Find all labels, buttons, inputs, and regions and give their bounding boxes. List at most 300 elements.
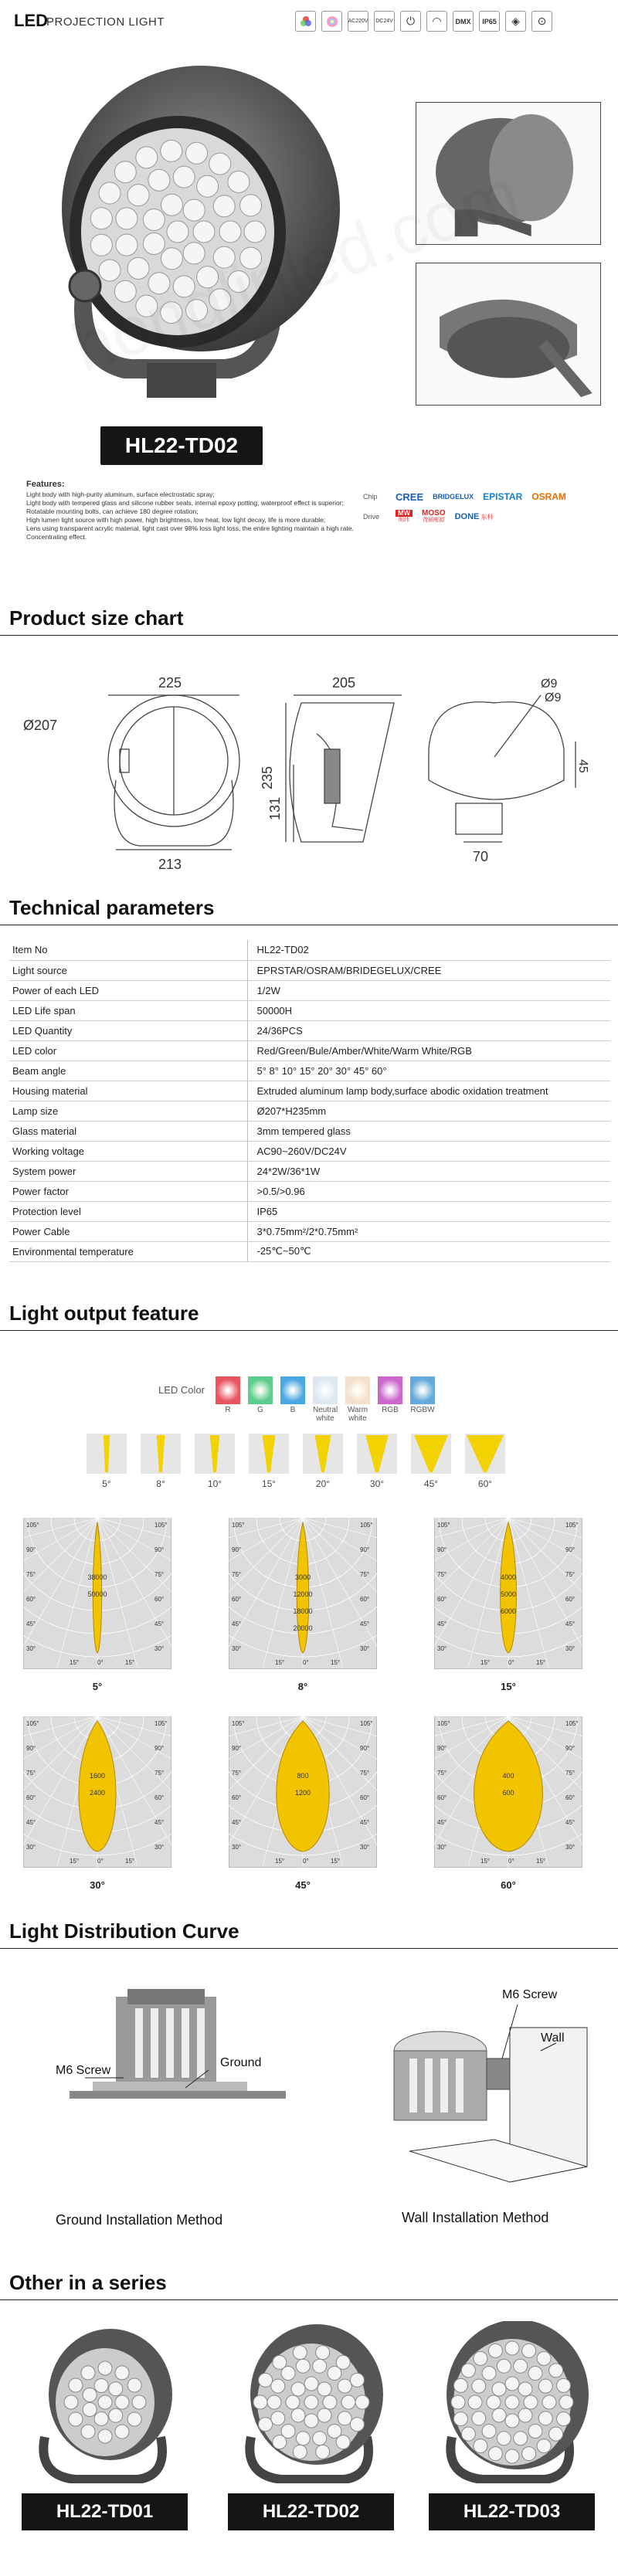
led-lens [116, 208, 138, 229]
polar-angle-label: 105° [437, 1720, 450, 1727]
dim-side-height: 235 [260, 765, 275, 789]
beam-angle [303, 1434, 343, 1489]
param-name: LED Quantity [9, 1020, 247, 1040]
polar-chart-label: 15° [501, 1681, 516, 1692]
polar-angle-label: 60° [437, 1794, 447, 1801]
polar-angle-label: 45° [437, 1621, 447, 1627]
param-value: 1/2W [247, 980, 610, 1000]
polar-value: 18000 [293, 1607, 313, 1615]
swatch-label: RGB [382, 1406, 399, 1414]
polar-angle-label: 75° [565, 1571, 576, 1578]
led-lens [90, 234, 112, 256]
param-name: Light source [9, 960, 247, 980]
beam-cone [141, 1434, 181, 1474]
led-lens [127, 185, 149, 206]
section-distribution-curve: Light Distribution Curve [0, 1919, 618, 1949]
param-name: Power factor [9, 1181, 247, 1201]
ce-icon: ⊙ [531, 11, 552, 32]
feature-line: Lens using transparent acrylic material, light cast over 98% loss light loss, the entire lighting maintain a high rate. Concentrating effect. [26, 524, 354, 541]
led-lens [116, 234, 138, 256]
led-lens [197, 175, 219, 197]
table-row [9, 1241, 610, 1261]
feature-line: Rotatable mounting bolts, can achieve 180 degree rotation; [26, 507, 199, 515]
polar-angle-label: 105° [565, 1522, 579, 1529]
polar-angle-label: 90° [26, 1546, 36, 1553]
beam-cone [357, 1434, 397, 1474]
led-lens [167, 221, 188, 243]
polar-angle-label: 45° [360, 1621, 370, 1627]
brand-subtitle: PROJECTION LIGHT [46, 15, 165, 29]
polar-angle-label: 75° [437, 1571, 447, 1578]
polar-angle-label: 90° [360, 1546, 370, 1553]
polar-angle-label: 75° [360, 1770, 370, 1777]
polar-value: 12000 [293, 1590, 313, 1598]
led-lens [183, 243, 205, 264]
polar-angle-label: 60° [232, 1794, 242, 1801]
beam-label: 45° [423, 1478, 439, 1489]
polar-angle-label: 75° [232, 1571, 242, 1578]
polar-chart [229, 1716, 377, 1891]
param-value: 5° 8° 10° 15° 20° 30° 45° 60° [247, 1061, 610, 1081]
table-row [9, 1081, 610, 1101]
table-row [9, 940, 610, 960]
param-value: Extruded aluminum lamp body,surface abodic oxidation treatment [247, 1081, 610, 1101]
polar-angle-label: 60° [26, 1596, 36, 1603]
polar-angle-label: 0° [508, 1858, 514, 1865]
param-value: 24*2W/36*1W [247, 1161, 610, 1181]
polar-value: 1600 [89, 1772, 106, 1780]
polar-angle-label: 60° [565, 1596, 576, 1603]
polar-angle-label: 60° [154, 1794, 165, 1801]
beam-label: 60° [477, 1478, 493, 1489]
param-name: Lamp size [9, 1101, 247, 1121]
led-color-title: LED Color [158, 1384, 205, 1396]
param-value: Ø207*H235mm [247, 1101, 610, 1121]
polar-angle-label: 45° [565, 1819, 576, 1826]
wall-label: Wall [541, 2031, 565, 2045]
brand-bridgelux: BRIDGELUX [433, 493, 474, 501]
led-lens [148, 169, 170, 191]
section-size-chart: Product size chart [0, 606, 618, 636]
led-lens [219, 221, 241, 243]
polar-chart [229, 1518, 377, 1692]
polar-angle-label: 15° [331, 1659, 341, 1666]
led-lens [244, 221, 266, 243]
rgb-icon [295, 11, 316, 32]
polar-value: 800 [297, 1772, 309, 1780]
polar-angle-label: 105° [437, 1522, 450, 1529]
polar-angle-label: 45° [437, 1819, 447, 1826]
polar-angle-label: 30° [565, 1844, 576, 1851]
color-swatch [280, 1376, 305, 1423]
swatch-label: Warm white [347, 1406, 368, 1423]
color-wheel-icon [321, 11, 342, 32]
param-value: >0.5/>0.96 [247, 1181, 610, 1201]
table-row [9, 1101, 610, 1121]
dim-side-width: 205 [332, 675, 356, 691]
polar-value: 20000 [293, 1624, 313, 1632]
param-name: Power of each LED [9, 980, 247, 1000]
swatch-label: Neutral white [312, 1406, 338, 1423]
polar-angle-label: 15° [480, 1659, 491, 1666]
polar-angle-label: 105° [26, 1720, 39, 1727]
beam-angle [465, 1434, 505, 1489]
polar-angle-label: 15° [70, 1858, 80, 1865]
table-row [9, 1161, 610, 1181]
polar-angle-label: 75° [232, 1770, 242, 1777]
ip65-icon: IP65 [479, 11, 500, 32]
polar-value: 50000 [87, 1590, 107, 1598]
polar-chart-label: 30° [90, 1879, 105, 1891]
color-swatch [216, 1376, 240, 1423]
swatch-label: B [290, 1406, 296, 1414]
polar-angle-label: 0° [303, 1858, 309, 1865]
param-name: Glass material [9, 1121, 247, 1141]
brand-title: LED [14, 11, 48, 30]
polar-angle-label: 105° [154, 1522, 168, 1529]
section-light-output: Light output feature [0, 1302, 618, 1331]
param-name: Power Cable [9, 1221, 247, 1241]
polar-chart-label: 5° [92, 1681, 103, 1692]
param-value: -25℃~50℃ [247, 1241, 610, 1261]
polar-angle-label: 90° [26, 1745, 36, 1752]
tech-params-table [9, 940, 610, 1262]
param-name: Protection level [9, 1201, 247, 1221]
polar-value: 4000 [500, 1573, 517, 1581]
polar-angle-label: 75° [437, 1770, 447, 1777]
series-model-tag: HL22-TD02 [228, 2493, 394, 2530]
polar-angle-label: 90° [154, 1546, 165, 1553]
polar-angle-label: 30° [26, 1645, 36, 1652]
swatch-color [345, 1376, 370, 1404]
wall-screw-label: M6 Screw [502, 1988, 558, 2001]
led-lens [183, 199, 205, 221]
series-product-image [421, 2321, 599, 2483]
polar-value: 400 [502, 1772, 514, 1780]
color-swatch [248, 1376, 273, 1423]
beam-cone [87, 1434, 127, 1474]
swatch-color [216, 1376, 240, 1404]
led-lens [161, 140, 182, 161]
dim-front-bottom: 213 [158, 857, 182, 872]
table-row [9, 1141, 610, 1161]
polar-angle-label: 75° [565, 1770, 576, 1777]
table-row [9, 1181, 610, 1201]
param-name: Working voltage [9, 1141, 247, 1161]
param-value: EPRSTAR/OSRAM/BRIDEGELUX/CREE [247, 960, 610, 980]
led-lens [127, 257, 149, 279]
param-value: IP65 [247, 1201, 610, 1221]
color-swatch [410, 1376, 435, 1423]
polar-chart-label: 8° [297, 1681, 308, 1692]
beam-angle [141, 1434, 181, 1489]
polar-angle-label: 75° [360, 1571, 370, 1578]
beam-cone [411, 1434, 451, 1474]
polar-angle-label: 60° [360, 1596, 370, 1603]
swatch-color [313, 1376, 338, 1404]
polar-chart [434, 1716, 582, 1891]
dim-side-mid: 131 [267, 796, 283, 820]
polar-angle-label: 15° [125, 1659, 135, 1666]
polar-diagram [434, 1518, 582, 1669]
polar-angle-label: 90° [232, 1745, 242, 1752]
polar-angle-label: 30° [26, 1844, 36, 1851]
table-row [9, 1121, 610, 1141]
polar-angle-label: 0° [508, 1659, 514, 1666]
polar-angle-label: 105° [26, 1522, 39, 1529]
polar-angle-label: 105° [360, 1522, 373, 1529]
swatch-color [378, 1376, 402, 1404]
param-value: Red/Green/Bule/Amber/White/Warm White/RGB [247, 1040, 610, 1061]
brand-done: DONE 东科 [454, 512, 494, 521]
beam-label: 8° [156, 1478, 165, 1489]
features-title: Features: [26, 480, 65, 489]
ac220-icon: AC220V [348, 11, 368, 32]
polar-value: 2400 [89, 1789, 106, 1797]
polar-angle-label: 45° [232, 1819, 242, 1826]
led-lens [228, 171, 250, 193]
dim-top-hole1: Ø9 [541, 677, 558, 691]
polar-angle-label: 45° [565, 1621, 576, 1627]
param-value: 50000H [247, 1000, 610, 1020]
polar-angle-label: 90° [154, 1745, 165, 1752]
beam-angle [357, 1434, 397, 1489]
polar-diagram [23, 1716, 171, 1868]
beam-angle [249, 1434, 289, 1489]
led-lens [136, 147, 158, 168]
dc24-icon: DC24V [374, 11, 395, 32]
brand-mw: MW 明纬 [396, 510, 413, 524]
wall-install-caption: Wall Installation Method [402, 2210, 549, 2225]
polar-angle-label: 30° [437, 1844, 447, 1851]
brand-cree: CREE [396, 490, 424, 503]
table-row [9, 980, 610, 1000]
dim-top-bottom: 70 [473, 849, 489, 864]
polar-angle-label: 90° [360, 1745, 370, 1752]
color-swatch [378, 1376, 402, 1423]
color-swatch [345, 1376, 370, 1423]
led-lens [143, 232, 165, 254]
polar-chart-label: 60° [501, 1879, 516, 1891]
chip-label: Chip [363, 493, 378, 501]
certification-icon: ◈ [505, 11, 526, 32]
dim-top-height: 45 [576, 759, 589, 773]
polar-diagram [229, 1716, 377, 1868]
table-row [9, 1201, 610, 1221]
led-lens [143, 209, 165, 231]
polar-angle-label: 15° [536, 1659, 546, 1666]
polar-angle-label: 105° [154, 1720, 168, 1727]
polar-value: 5000 [500, 1590, 517, 1598]
polar-angle-label: 0° [303, 1659, 309, 1666]
beam-label: 15° [261, 1478, 277, 1489]
led-lens [193, 221, 215, 243]
led-lens [161, 194, 182, 216]
led-lens [209, 153, 231, 175]
param-value: 3mm tempered glass [247, 1121, 610, 1141]
polar-angle-label: 15° [331, 1858, 341, 1865]
feature-line: High lumen light source with high power, high brightness, low heat, low light decay, life is more durable; [26, 516, 326, 524]
table-row [9, 1000, 610, 1020]
beam-label: 20° [315, 1478, 331, 1489]
dimmer-icon: ◠ [426, 11, 447, 32]
beam-cone [303, 1434, 343, 1474]
table-row [9, 1061, 610, 1081]
led-lens [161, 248, 182, 270]
polar-angle-label: 30° [565, 1645, 576, 1652]
polar-angle-label: 90° [565, 1745, 576, 1752]
polar-diagram [23, 1518, 171, 1669]
polar-angle-label: 15° [275, 1659, 285, 1666]
feature-line: Light body with high-purity aluminum, surface electrostatic spray; [26, 490, 215, 498]
polar-angle-label: 75° [154, 1571, 165, 1578]
param-name: LED color [9, 1040, 247, 1061]
polar-angle-label: 0° [97, 1858, 104, 1865]
ground-install-drawing [70, 1989, 286, 2099]
param-value: 24/36PCS [247, 1020, 610, 1040]
swatch-color [248, 1376, 273, 1404]
dim-front-width: 225 [158, 675, 182, 691]
beam-label: 5° [102, 1478, 111, 1489]
polar-angle-label: 90° [232, 1546, 242, 1553]
beam-angle [411, 1434, 451, 1489]
polar-angle-label: 90° [437, 1546, 447, 1553]
ground-install-caption: Ground Installation Method [56, 2212, 223, 2228]
polar-angle-label: 75° [26, 1770, 36, 1777]
polar-angle-label: 105° [232, 1522, 245, 1529]
series-product-image [14, 2321, 192, 2483]
polar-angle-label: 90° [565, 1546, 576, 1553]
led-lens [114, 161, 136, 183]
polar-diagram [434, 1716, 582, 1868]
series-product-image [220, 2321, 398, 2483]
polar-value: 600 [502, 1789, 514, 1797]
table-row [9, 960, 610, 980]
swatch-label: G [257, 1406, 263, 1414]
polar-angle-label: 45° [26, 1819, 36, 1826]
beam-angle [87, 1434, 127, 1489]
beam-cone [465, 1434, 505, 1474]
polar-angle-label: 30° [154, 1645, 165, 1652]
param-name: Beam angle [9, 1061, 247, 1081]
polar-angle-label: 15° [70, 1659, 80, 1666]
ground-label: Ground [220, 2056, 262, 2069]
beam-angle [195, 1434, 235, 1489]
polar-angle-label: 0° [97, 1659, 104, 1666]
polar-angle-label: 60° [565, 1794, 576, 1801]
polar-angle-label: 45° [154, 1819, 165, 1826]
brand-osram: OSRAM [531, 491, 566, 502]
polar-angle-label: 15° [275, 1858, 285, 1865]
dmx-icon: DMX [453, 11, 474, 32]
param-value: AC90~260V/DC24V [247, 1141, 610, 1161]
led-lens [99, 260, 121, 281]
polar-angle-label: 75° [154, 1770, 165, 1777]
swatch-color [410, 1376, 435, 1404]
led-lens [173, 166, 195, 188]
table-row [9, 1040, 610, 1061]
feature-icons [295, 11, 552, 32]
polar-angle-label: 105° [360, 1720, 373, 1727]
polar-angle-label: 30° [154, 1844, 165, 1851]
polar-value: 38000 [87, 1573, 107, 1581]
swatch-color [280, 1376, 305, 1404]
polar-angle-label: 60° [232, 1596, 242, 1603]
model-tag: HL22-TD02 [100, 426, 263, 465]
beam-label: 30° [369, 1478, 385, 1489]
polar-angle-label: 30° [232, 1645, 242, 1652]
beam-cone [249, 1434, 289, 1474]
power-icon: ⏻ [400, 11, 421, 32]
series-model-tag: HL22-TD01 [22, 2493, 188, 2530]
section-technical-parameters: Technical parameters [0, 896, 618, 925]
polar-angle-label: 30° [360, 1645, 370, 1652]
beam-label: 10° [207, 1478, 222, 1489]
feature-line: Light body with tempered glass and silicone rubber seals, internal epoxy potting, waterproof effect is superior; [26, 499, 344, 507]
polar-value: 3000 [294, 1573, 311, 1581]
dim-front-diameter: Ø207 [23, 718, 58, 733]
led-lens [213, 195, 235, 217]
polar-angle-label: 105° [565, 1720, 579, 1727]
polar-angle-label: 15° [480, 1858, 491, 1865]
polar-angle-label: 60° [154, 1596, 165, 1603]
polar-angle-label: 15° [125, 1858, 135, 1865]
polar-angle-label: 60° [437, 1596, 447, 1603]
param-name: Housing material [9, 1081, 247, 1101]
ground-screw-label: M6 Screw [56, 2064, 111, 2077]
led-lens [99, 182, 121, 204]
brand-epistar: EPISTAR [483, 491, 523, 502]
swatch-label: RGBW [410, 1406, 435, 1414]
polar-chart [23, 1518, 171, 1692]
size-drawings [0, 664, 618, 881]
drive-label: Drive [363, 513, 380, 521]
polar-angle-label: 75° [26, 1571, 36, 1578]
led-lens [90, 208, 112, 229]
chip-drive-brands [363, 487, 595, 527]
polar-angle-label: 105° [232, 1720, 245, 1727]
features-block [26, 480, 358, 541]
brand-moso: MOSO 茂硕电源 [422, 509, 446, 523]
polar-angle-label: 30° [232, 1844, 242, 1851]
section-series: Other in a series [0, 2271, 618, 2300]
swatch-label: R [225, 1406, 231, 1414]
polar-chart [23, 1716, 171, 1891]
param-name: Item No [9, 940, 247, 960]
table-row [9, 1221, 610, 1241]
param-name: LED Life span [9, 1000, 247, 1020]
table-row [9, 1020, 610, 1040]
polar-angle-label: 60° [360, 1794, 370, 1801]
polar-value: 6000 [500, 1607, 517, 1615]
series-model-tag: HL22-TD03 [429, 2493, 595, 2530]
product-top-thumbnail [416, 263, 601, 406]
polar-angle-label: 30° [360, 1844, 370, 1851]
beam-angle-row [87, 1434, 505, 1489]
led-lens [186, 142, 208, 164]
led-lens [240, 195, 262, 216]
polar-angle-label: 90° [437, 1745, 447, 1752]
polar-angle-label: 45° [154, 1621, 165, 1627]
installation-diagrams [0, 1974, 618, 2267]
param-name: Environmental temperature [9, 1241, 247, 1261]
polar-angle-label: 15° [536, 1858, 546, 1865]
polar-diagram [229, 1518, 377, 1669]
polar-angle-label: 45° [26, 1621, 36, 1627]
polar-angle-label: 60° [26, 1794, 36, 1801]
param-name: System power [9, 1161, 247, 1181]
color-swatch [313, 1376, 338, 1423]
